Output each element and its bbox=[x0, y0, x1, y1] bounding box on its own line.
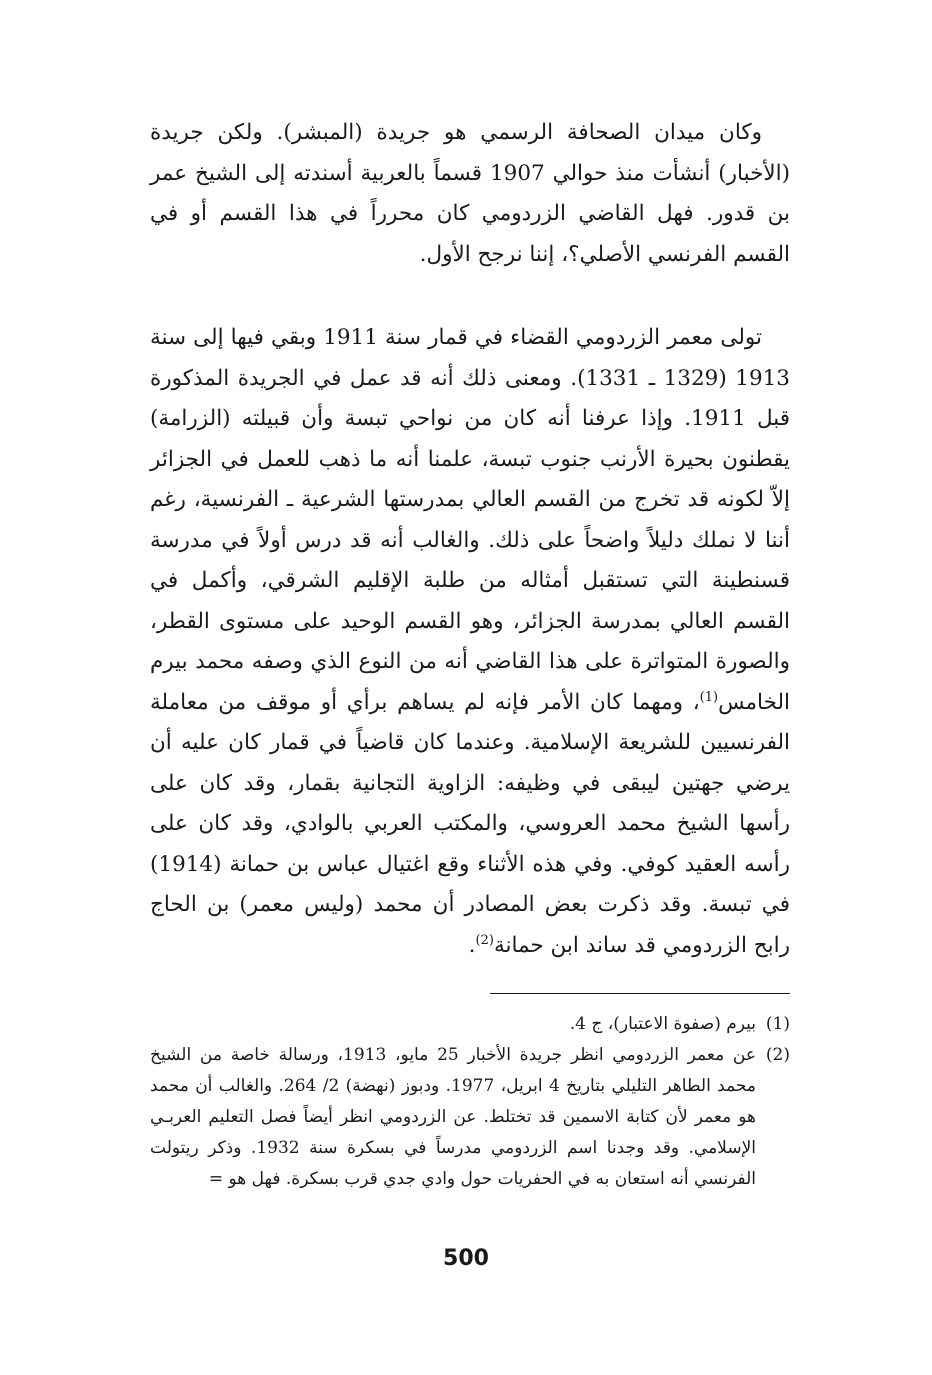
footnote-2-reference: (2) bbox=[475, 932, 494, 948]
footnote-2-number: (2) bbox=[765, 1045, 790, 1065]
paragraph-2 bbox=[150, 318, 790, 966]
footnote-2-text: عن معمر الزردومي انظر جريدة الأخبار 25 مايو، 1913، ورسالة خاصة من الشيخ محمد الطاهر التليلي بتاريخ 4 ابريل، 1977. ودبوز (نهضة) 2/ 264. والغالب أن محمد هو معمر لأن كتابة الاسمين قد تختلط. عن الزردومي انظر أيضاً فصل التعليم العربـي الإسلامي. وقد وجدنا اسم الزردومي مدرساً في بسكرة سنة 1932. وذكر ريتولت الفرنسي أنه استعان به في الحفريات حول وادي جدي قرب بسكرة. فهل هو = bbox=[150, 1045, 757, 1189]
paragraph-2-part-3: . bbox=[468, 932, 476, 958]
footnote-2 bbox=[150, 1040, 790, 1195]
page-number: 500 bbox=[443, 1246, 489, 1271]
footnote-1 bbox=[150, 1009, 790, 1040]
paragraph-2-part-1: تولى معمر الزردومي القضاء في قمار سنة 1911 وبقي فيها إلى سنة 1913 (1329 ـ 1331). ومعنى ذلك أنه قد عمل في الجريدة المذكورة قبل 1911. وإذا عرفنا أنه كان من نواحي تبسة وأن قبيلته (الزرامة) يقطنون بحيرة الأرنب جنوب تبسة، علمنا أنه ما ذهب للعمل في الجزائر إلاّ لكونه قد تخرج من القسم العالي بمدرستها الشرعية ـ الفرنسية، رغم أننا لا نملك دليلاً واضحاً على ذلك. والغالب أنه قد درس أولاً في مدرسة قسنطينة التي تستقبل أمثاله من طلبة الإقليم الشرقي، وأكمل في القسم العالي بمدرسة الجزائر، وهو القسم الوحيد على مستوى القطر، والصورة المتواترة على هذا القاضي أنه من النوع الذي وصفه محمد بيرم الخامس bbox=[150, 325, 790, 715]
footnote-1-reference: (1) bbox=[699, 689, 719, 705]
footnote-separator bbox=[490, 993, 790, 994]
paragraph-1-text: وكان ميدان الصحافة الرسمي هو جريدة (المبشر). ولكن جريدة (الأخبار) أنشأت منذ حوالي 1907 قسماً بالعربية أسندته إلى الشيخ عمر بن قدور. فهل القاضي الزردومي كان محرراً في هذا القسم أو في القسم الفرنسي الأصلي؟، إننا نرجح الأول. bbox=[150, 120, 791, 267]
paragraph-1 bbox=[150, 113, 790, 275]
footnote-1-text: بيرم (صفوة الاعتبار)، ج 4. bbox=[569, 1014, 756, 1034]
paragraph-2-part-2: ، ومهما كان الأمر فإنه لم يساهم برأي أو موقف من معاملة الفرنسيين للشريعة الإسلامية. وعندما كان قاضياً في قمار كان عليه أن يرضي جهتين ليبقى في وظيفه: الزاوية التجانية بقمار، وقد كان على رأسها الشيخ محمد العروسي، والمكتب العربي بالوادي، وقد كان على رأسه العقيد كوفي. وفي هذه الأثناء وقع اغتيال عباس بن حمانة (1914) في تبسة. وقد ذكرت بعض المصادر أن محمد (وليس معمر) بن الحاج رابح الزردومي قد ساند ابن حمانة bbox=[150, 689, 790, 958]
footnotes bbox=[150, 1009, 790, 1195]
paragraph-2-text bbox=[150, 318, 790, 966]
footnote-1-number: (1) bbox=[765, 1014, 790, 1034]
